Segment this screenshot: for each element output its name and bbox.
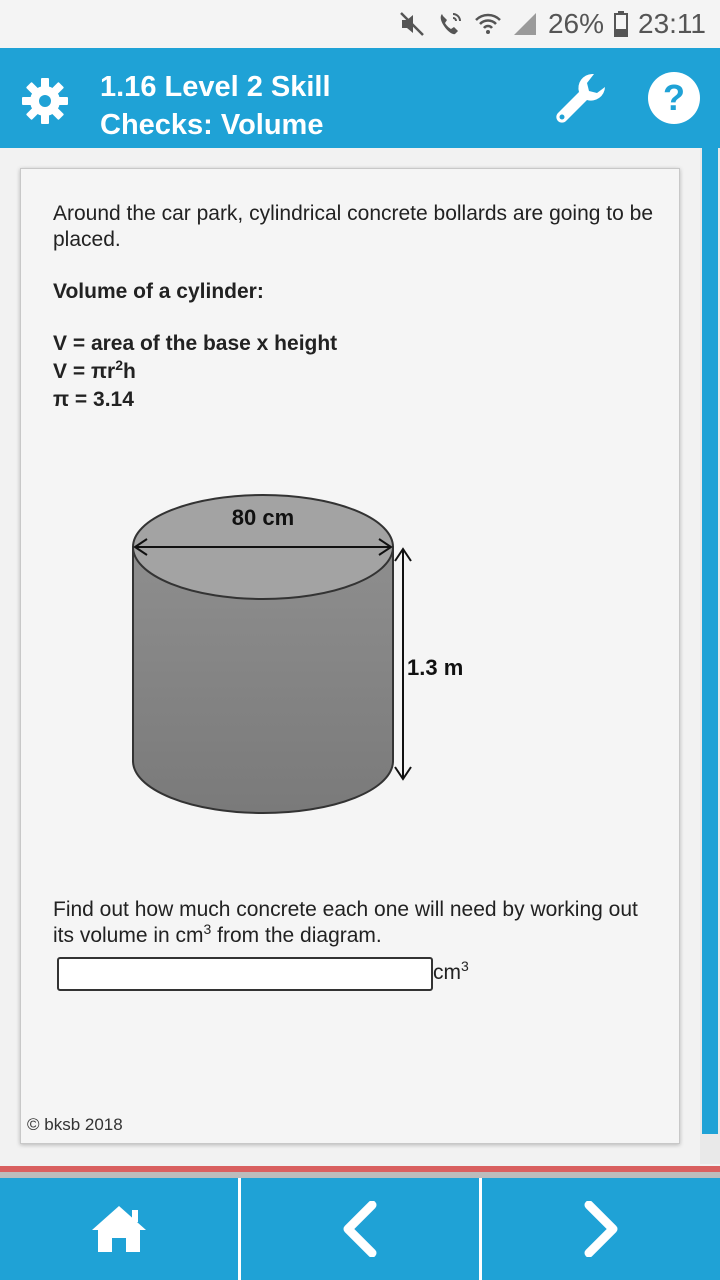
mute-icon <box>398 10 426 38</box>
formula-3: π = 3.14 <box>53 388 134 411</box>
intro-text: Around the car park, cylindrical concrete bollards are going to be placed. <box>53 202 653 251</box>
formula-2-suffix: h <box>123 360 136 383</box>
question-part-2: from the diagram. <box>211 924 382 947</box>
cylinder-diagram <box>121 489 521 819</box>
answer-input[interactable] <box>57 957 433 991</box>
scrollbar-thumb[interactable] <box>702 148 718 1134</box>
copyright: © bksb 2018 <box>27 1115 123 1134</box>
help-button[interactable] <box>646 70 702 126</box>
bottom-nav <box>0 1178 720 1280</box>
gear-icon <box>19 75 71 127</box>
signal-icon <box>512 11 538 37</box>
page-title-line1: 1.16 Level 2 Skill <box>100 71 331 103</box>
status-bar <box>0 0 720 48</box>
formula-1: V = area of the base x height <box>53 332 338 355</box>
settings-button[interactable] <box>18 74 72 128</box>
formula-2-exponent: 2 <box>115 357 123 373</box>
chevron-right-icon <box>581 1201 621 1257</box>
wifi-call-icon <box>436 10 464 38</box>
height-label: 1.3 m <box>407 655 464 680</box>
tools-button[interactable] <box>550 68 612 130</box>
diameter-label: 80 cm <box>231 505 295 530</box>
answer-unit <box>433 958 469 985</box>
question-exponent: 3 <box>203 921 212 937</box>
page-title-line2: Checks: Volume <box>100 109 324 141</box>
home-icon <box>90 1204 148 1254</box>
chevron-left-icon <box>340 1201 380 1257</box>
next-button[interactable] <box>482 1178 720 1280</box>
home-button[interactable] <box>0 1178 238 1280</box>
page-title <box>100 68 400 144</box>
subheading: Volume of a cylinder: <box>53 280 264 303</box>
help-icon <box>647 71 701 125</box>
formula-2-prefix: V = πr <box>53 360 116 383</box>
question-card <box>20 168 680 1144</box>
formula-2 <box>53 359 653 385</box>
battery-percent: 26% <box>547 8 604 39</box>
question-text <box>53 897 653 949</box>
app-header <box>0 48 720 148</box>
answer-unit-exponent: 3 <box>461 958 469 974</box>
svg-text:?: ? <box>663 77 685 118</box>
battery-icon <box>614 11 628 37</box>
previous-button[interactable] <box>241 1178 479 1280</box>
scrollbar[interactable] <box>700 148 720 1164</box>
wifi-icon <box>474 10 502 38</box>
clock: 23:11 <box>638 8 706 39</box>
question-part-1: Find out how much concrete each one will need by working out its volume in cm <box>53 898 638 947</box>
answer-unit-base: cm <box>433 961 461 984</box>
wrench-icon <box>552 70 610 128</box>
